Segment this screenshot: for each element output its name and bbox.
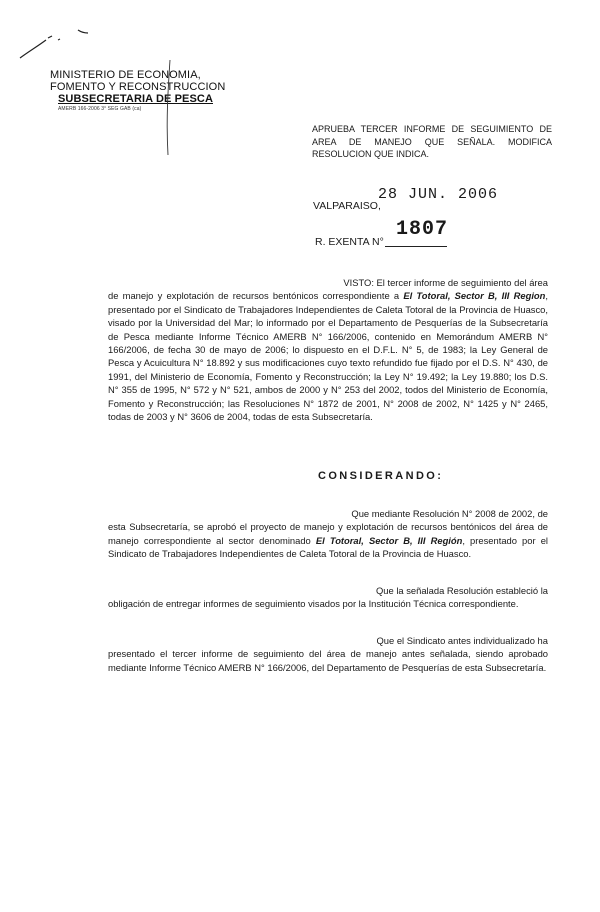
handwritten-stroke: [160, 60, 180, 160]
resolution-subject: APRUEBA TERCER INFORME DE SEGUIMIENTO DE AREA DE MANEJO QUE SEÑALA. MODIFICA RESOLUCION QUE INDICA.: [312, 124, 552, 159]
ministry-header: [50, 69, 225, 112]
considerando-2-lead: Que la señalada Resolución estableció la: [376, 585, 548, 596]
resolution-label: R. EXENTA N°: [315, 236, 384, 248]
resolution-number: 1807: [396, 218, 449, 241]
header-line-2: FOMENTO Y RECONSTRUCCION: [50, 81, 226, 93]
date-place: VALPARAISO,: [313, 200, 381, 212]
considerando-paragraph-1: [108, 507, 548, 561]
visto-area-name: El Totoral, Sector B, III Region: [403, 290, 546, 302]
visto-lead: VISTO: El tercer informe de seguimiento del área: [343, 277, 548, 288]
header-line-1: MINISTERIO DE ECONOMIA,: [50, 69, 201, 81]
considerando-paragraph-2: [108, 584, 548, 611]
header-reference: AMERB 166-2006 3° SEG GAB (ca): [58, 106, 142, 112]
considerando-1-lead: Que mediante Resolución N° 2008 de 2002, de: [351, 508, 548, 519]
handwritten-initials: [18, 26, 108, 66]
date-stamp: 28 JUN. 2006: [378, 186, 499, 203]
considerando-2-text: obligación de entregar informes de seguimiento visados por la Institución Técnica correspondiente.: [108, 598, 519, 610]
considerando-1-area-name: El Totoral, Sector B, III Región: [315, 534, 463, 546]
resolution-underline: [385, 246, 447, 247]
considerando-heading: CONSIDERANDO:: [318, 470, 444, 482]
visto-text-2: , presentado por el Sindicato de Trabajadores Independientes de Caleta Totoral de la Provincia de Huasco, visado por la Universidad del Mar; lo informado por el Departamento de Pesquerías de la Subsecretaría de Pesca mediante Informe Técnico AMERB N° 166/2006, contenido en Memorándum AMERB N° 166/2006, de fecha 30 de mayo de 2006; lo dispuesto en el D.F.L. N° 5, de 1983; la Ley General de Pesca y Acuicultura N° 18.892 y sus modificaciones cuyo texto refundido fue fijado por el D.S. N° 430, de 1991, del Ministerio de Economía, Fomento y Reconstrucción; la Ley N° 19.492; la Ley 19.880; los D.S. N° 355 de 1995, N° 572 y N° 521, ambos de 2000 y N° 253 del 2002, todos del Ministerio de Economía, Fomento y Reconstrucción; las Resoluciones N° 1872 de 2001, N° 2008 de 2002, N° 1425 y N° 2465, todas de 2003 y N° 3606 de 2004, todas de esta Subsecretaría.: [108, 290, 548, 423]
considerando-3-text: presentado el tercer informe de seguimiento del área de manejo antes señalada, siendo aprobado mediante Informe Técnico AMERB N° 166/2006, del Departamento de Pesquerías de esta Subsecretaría.: [108, 648, 548, 673]
visto-paragraph: [108, 276, 548, 423]
considerando-3-lead: Que el Sindicato antes individualizado ha: [376, 635, 548, 646]
considerando-paragraph-3: [108, 634, 548, 674]
considerando-1-text-b: , presentado por el Sindicato de Trabajadores Independientes de Caleta Totoral de la Provincia de Huasco.: [108, 534, 548, 560]
considerando-1-text-a: esta Subsecretaría, se aprobó el proyecto de manejo y explotación de recursos bentónicos del área de manejo correspondiente al sector denominado: [108, 521, 548, 546]
header-line-3: SUBSECRETARIA DE PESCA: [58, 93, 213, 105]
visto-text-1: de manejo y explotación de recursos bentónicos correspondiente a: [108, 290, 404, 302]
